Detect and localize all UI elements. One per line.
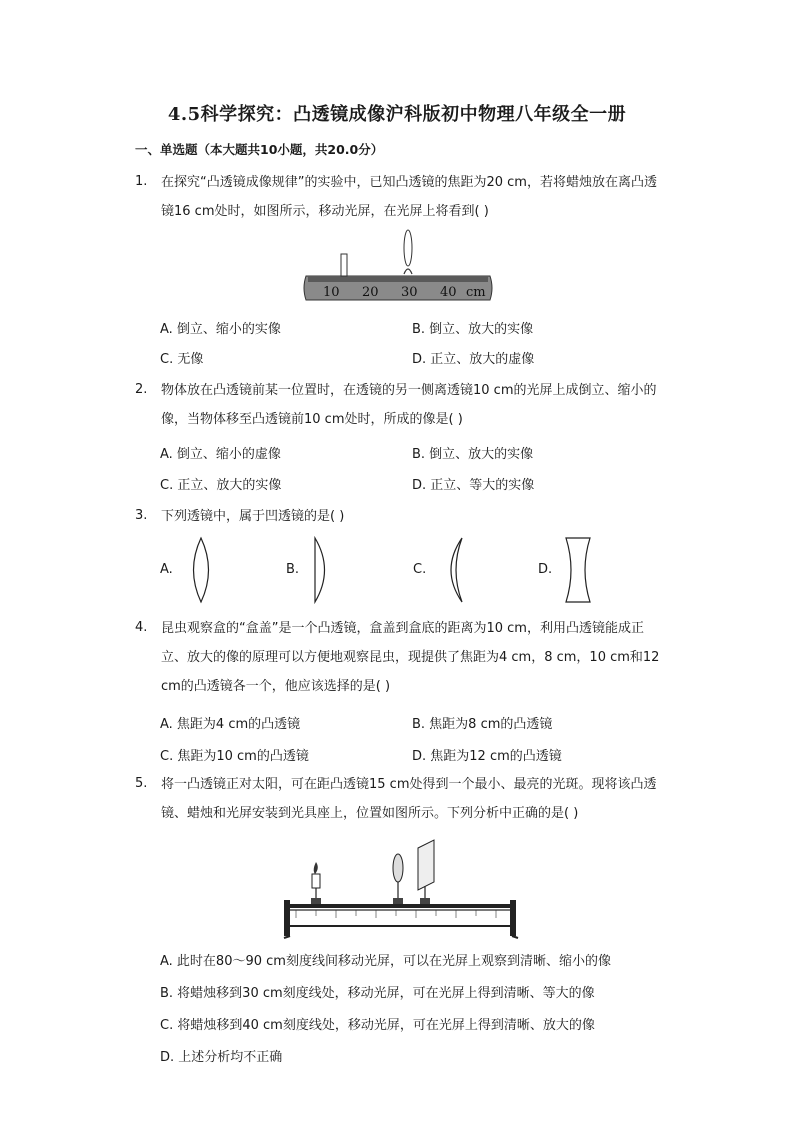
option-b[interactable]: B. 将蜡烛移到30 cm刻度线处，移动光屏，可在光屏上得到清晰、等大的像 xyxy=(160,986,595,1001)
tick-label: 40 xyxy=(440,285,457,300)
question-5 xyxy=(135,770,670,830)
optical-bench-figure-1 xyxy=(300,228,495,304)
question-number: 1. xyxy=(135,174,148,189)
screen-icon xyxy=(418,840,434,904)
question-text: 将一凸透镜正对太阳，可在距凸透镜15 cm处得到一个最小、最亮的光斑。现将该凸透镜、蜡烛和光屏安装到光具座上，位置如图所示。下列分析中正确的是( ) xyxy=(161,777,657,821)
candle-icon xyxy=(341,254,347,276)
option-c[interactable]: C. 将蜡烛移到40 cm刻度线处，移动光屏，可在光屏上得到清晰、放大的像 xyxy=(160,1018,595,1033)
tick-label: 20 xyxy=(362,285,379,300)
option-b[interactable]: B. 倒立、放大的实像 xyxy=(412,322,534,337)
question-4 xyxy=(135,614,670,704)
option-c[interactable]: C. 焦距为10 cm的凸透镜 xyxy=(160,749,309,764)
option-b[interactable]: B. 焦距为8 cm的凸透镜 xyxy=(412,717,553,732)
option-d[interactable]: D. 焦距为12 cm的凸透镜 xyxy=(412,749,562,764)
option-d[interactable]: D. xyxy=(538,562,553,577)
convex-lens-icon xyxy=(404,230,412,266)
meniscus-lens-icon xyxy=(438,536,468,604)
option-d[interactable]: D. 上述分析均不正确 xyxy=(160,1050,283,1065)
question-number: 4. xyxy=(135,620,148,635)
question-text: 物体放在凸透镜前某一位置时，在透镜的另一侧离透镜10 cm的光屏上成倒立、缩小的像，当物体移至凸透镜前10 cm处时，所成的像是( ) xyxy=(161,383,657,427)
option-c[interactable]: C. xyxy=(413,562,427,577)
option-a[interactable]: A. xyxy=(160,562,173,577)
unit-label: cm xyxy=(466,285,486,300)
question-3 xyxy=(135,502,670,532)
question-2 xyxy=(135,376,670,436)
option-b[interactable]: B. xyxy=(286,562,300,577)
tick-label: 30 xyxy=(401,285,418,300)
biconvex-lens-icon xyxy=(186,536,216,604)
candle-icon xyxy=(311,862,321,904)
option-d[interactable]: D. 正立、放大的虚像 xyxy=(412,352,535,367)
option-c[interactable]: C. 无像 xyxy=(160,352,204,367)
optical-bench-figure-2 xyxy=(280,832,522,940)
question-text: 在探究“凸透镜成像规律”的实验中，已知凸透镜的焦距为20 cm，若将蜡烛放在离凸透镜16 cm处时，如图所示，移动光屏，在光屏上将看到( ) xyxy=(161,175,657,219)
option-a[interactable]: A. 倒立、缩小的实像 xyxy=(160,322,281,337)
option-b[interactable]: B. 倒立、放大的实像 xyxy=(412,447,534,462)
section-heading: 一、单选题（本大题共10小题，共20.0分） xyxy=(135,142,384,157)
option-a[interactable]: A. 此时在80～90 cm刻度线间移动光屏，可以在光屏上观察到清晰、缩小的像 xyxy=(160,954,611,969)
question-number: 2. xyxy=(135,382,148,397)
plano-convex-lens-icon xyxy=(310,536,334,604)
biconcave-lens-icon xyxy=(562,536,594,604)
option-a[interactable]: A. 倒立、缩小的虚像 xyxy=(160,447,281,462)
question-number: 3. xyxy=(135,508,148,523)
question-text: 下列透镜中，属于凹透镜的是( ) xyxy=(161,509,345,524)
document-title: 4.5科学探究：凸透镜成像沪科版初中物理八年级全一册 xyxy=(167,104,627,125)
question-text: 昆虫观察盒的“盒盖”是一个凸透镜，盒盖到盒底的距离为10 cm，利用凸透镜能成正立、放大的像的原理可以方便地观察昆虫，现提供了焦距为4 cm，8 cm，10 cm和12 cm的凸透镜各一个，他应该选择的是( ) xyxy=(161,621,660,694)
convex-lens-icon xyxy=(393,854,403,904)
option-a[interactable]: A. 焦距为4 cm的凸透镜 xyxy=(160,717,301,732)
option-c[interactable]: C. 正立、放大的实像 xyxy=(160,478,282,493)
tick-label: 10 xyxy=(323,285,340,300)
option-d[interactable]: D. 正立、等大的实像 xyxy=(412,478,535,493)
question-number: 5. xyxy=(135,776,148,791)
